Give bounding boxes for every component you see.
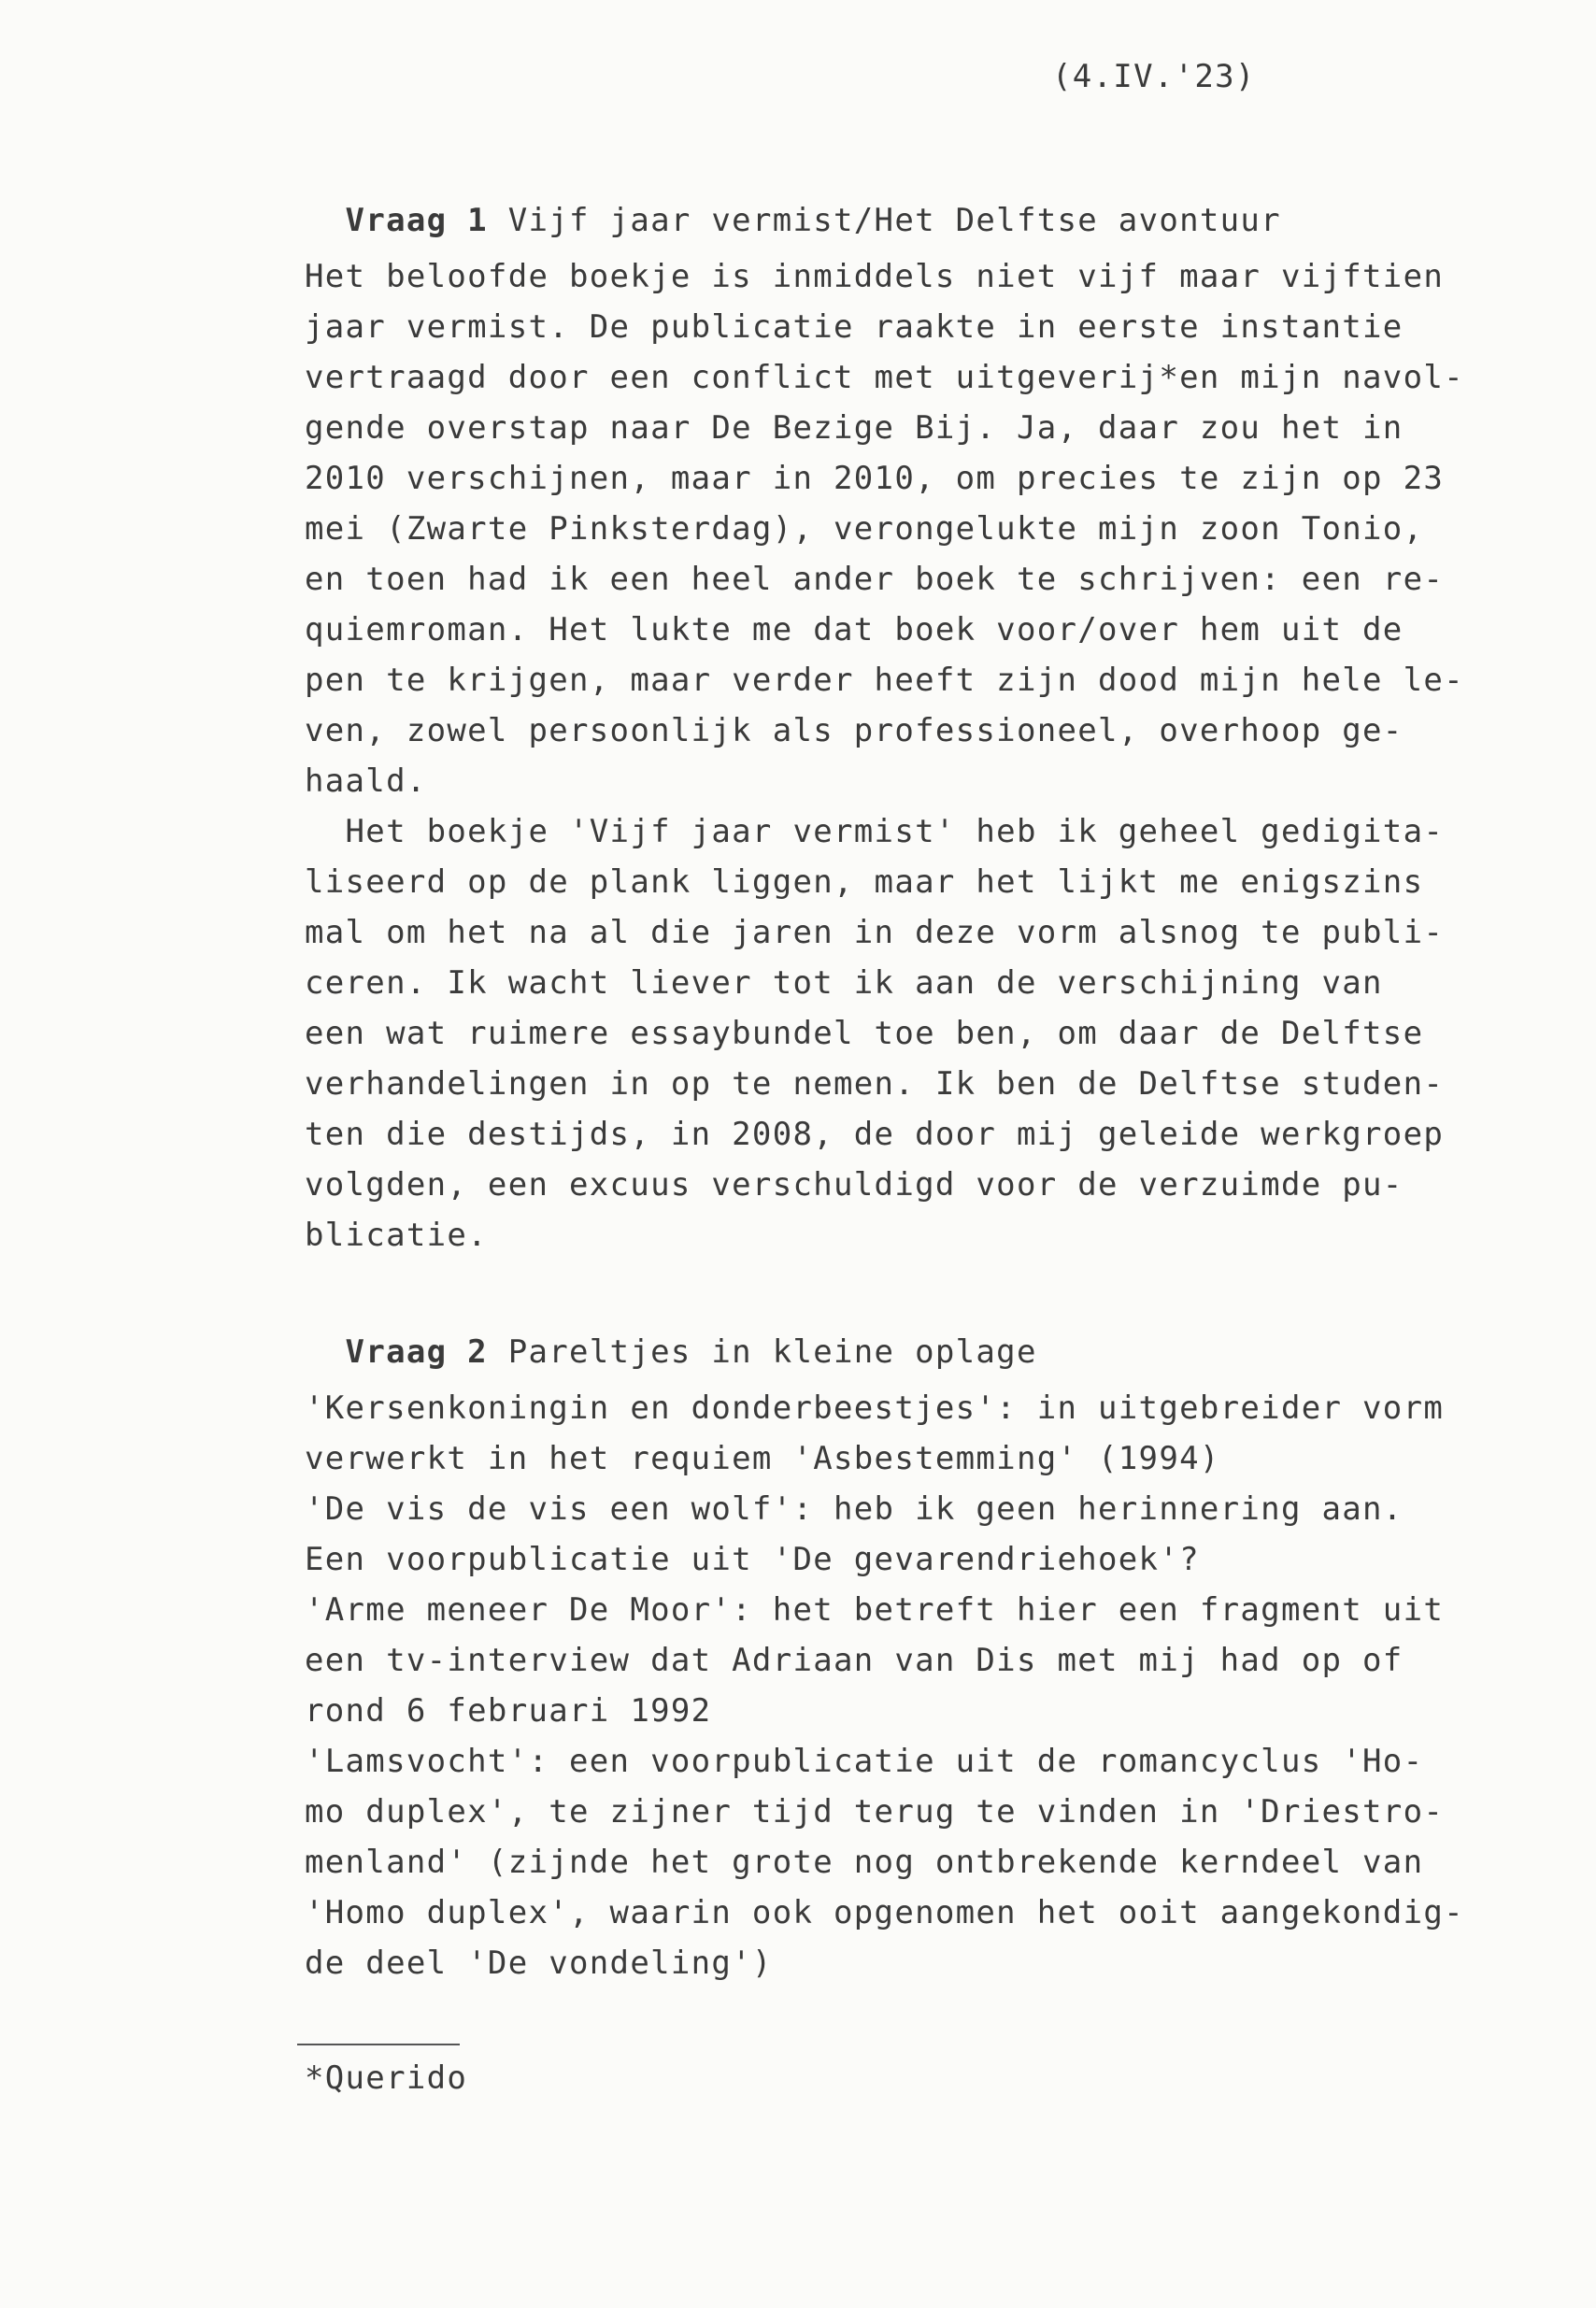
answer-line: volgden, een excuus verschuldigd voor de verzuimde pu- (305, 1166, 1404, 1204)
answer-line: een tv-interview dat Adriaan van Dis met mij had op of (305, 1642, 1404, 1679)
question-1-heading (305, 173, 1281, 239)
answer-line: 'De vis de vis een wolf': heb ik geen herinnering aan. (305, 1490, 1404, 1528)
answer-line: 2010 verschijnen, maar in 2010, om precies te zijn op 23 (305, 460, 1445, 497)
answer-line: Het beloofde boekje is inmiddels niet vijf maar vijftien (305, 258, 1445, 295)
answer-line: verhandelingen in op te nemen. Ik ben de Delftse studen- (305, 1065, 1445, 1103)
footnote-rule (297, 2044, 460, 2045)
answer-line: ven, zowel persoonlijk als professioneel, overhoop ge- (305, 712, 1404, 749)
answer-line: 'Kersenkoningin en donderbeestjes': in uitgebreider vorm (305, 1389, 1445, 1427)
page-date: (4.IV.'23) (1052, 58, 1256, 95)
footnote: *Querido (305, 2059, 468, 2097)
answer-line: ceren. Ik wacht liever tot ik aan de verschijning van (305, 964, 1383, 1002)
answer-line: pen te krijgen, maar verder heeft zijn dood mijn hele le- (305, 662, 1464, 699)
answer-line: quiemroman. Het lukte me dat boek voor/over hem uit de (305, 611, 1404, 648)
answer-line: Een voorpublicatie uit 'De gevarendriehoek'? (305, 1541, 1200, 1578)
answer-line: rond 6 februari 1992 (305, 1692, 712, 1730)
answer-line: liseerd op de plank liggen, maar het lijkt me enigszins (305, 863, 1424, 901)
question-2-label: Vraag 2 (345, 1333, 488, 1371)
question-2-title: Pareltjes in kleine oplage (487, 1333, 1037, 1371)
answer-line: Het boekje 'Vijf jaar vermist' heb ik geheel gedigita- (305, 813, 1445, 850)
question-1-title: Vijf jaar vermist/Het Delftse avontuur (487, 202, 1281, 239)
answer-line: en toen had ik een heel ander boek te schrijven: een re- (305, 561, 1445, 598)
answer-line: menland' (zijnde het grote nog ontbrekende kerndeel van (305, 1844, 1424, 1881)
answer-line: mo duplex', te zijner tijd terug te vinden in 'Driestro- (305, 1793, 1445, 1831)
answer-line: gende overstap naar De Bezige Bij. Ja, daar zou het in (305, 409, 1404, 447)
answer-line: mei (Zwarte Pinksterdag), verongelukte mijn zoon Tonio, (305, 510, 1424, 548)
question-1-label: Vraag 1 (345, 202, 488, 239)
answer-line: haald. (305, 762, 427, 800)
answer-line: mal om het na al die jaren in deze vorm alsnog te publi- (305, 914, 1445, 951)
answer-line: 'Homo duplex', waarin ook opgenomen het ooit aangekondig- (305, 1894, 1464, 1931)
answer-line: 'Lamsvocht': een voorpublicatie uit de romancyclus 'Ho- (305, 1743, 1424, 1780)
question-2-heading (305, 1304, 1037, 1371)
answer-line: verwerkt in het requiem 'Asbestemming' (1994) (305, 1440, 1220, 1477)
answer-line: jaar vermist. De publicatie raakte in eerste instantie (305, 308, 1404, 346)
answer-line: ten die destijds, in 2008, de door mij geleide werkgroep (305, 1116, 1445, 1153)
answer-line: vertraagd door een conflict met uitgeverij*en mijn navol- (305, 359, 1464, 396)
answer-line: een wat ruimere essaybundel toe ben, om daar de Delftse (305, 1015, 1424, 1052)
answer-line: blicatie. (305, 1217, 488, 1254)
answer-line: de deel 'De vondeling') (305, 1945, 773, 1982)
answer-line: 'Arme meneer De Moor': het betreft hier een fragment uit (305, 1591, 1445, 1629)
